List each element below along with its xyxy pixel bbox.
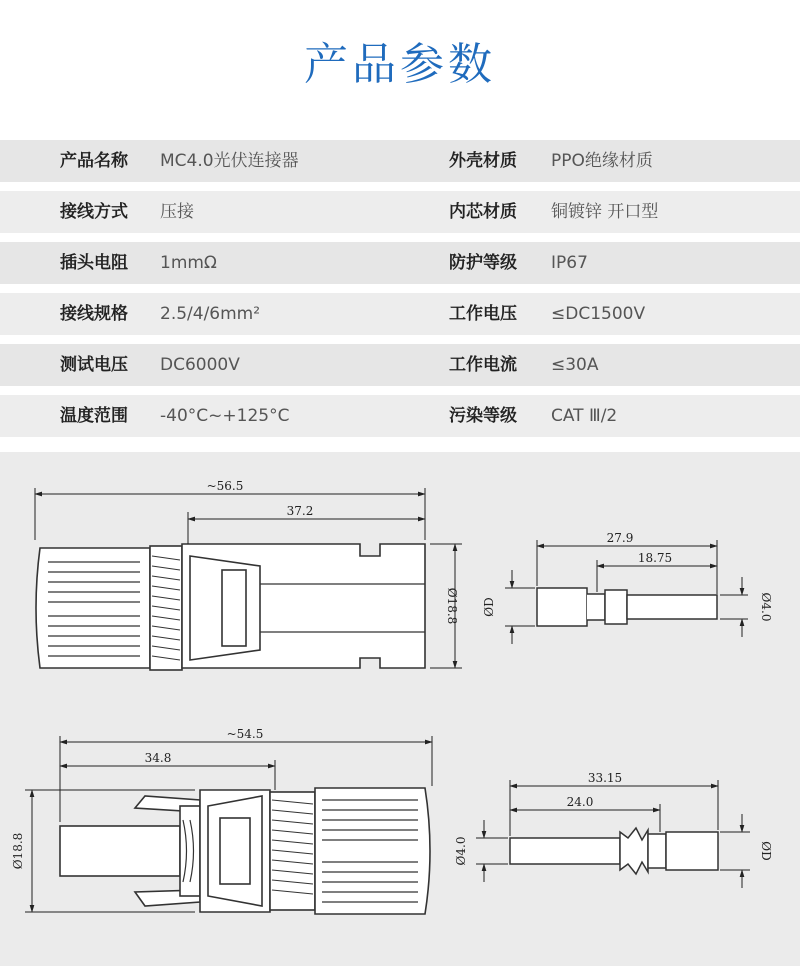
spec-row <box>0 344 800 386</box>
spec-label: 工作电压 <box>449 304 517 324</box>
spec-value: ≤DC1500V <box>551 304 646 324</box>
female-pin-tip-length: 18.75 <box>637 551 673 565</box>
female-pin-drawing <box>537 588 717 626</box>
male-pin-body-length: 24.0 <box>566 795 594 809</box>
spec-label: 内芯材质 <box>449 202 517 222</box>
spec-label: 接线规格 <box>60 304 128 324</box>
male-front-length: 34.8 <box>144 751 172 765</box>
female-body-length: 37.2 <box>286 504 314 518</box>
spec-label: 污染等级 <box>449 406 517 426</box>
spec-value: PPO绝缘材质 <box>551 151 653 171</box>
spec-value: 2.5/4/6mm² <box>160 304 261 324</box>
female-diameter: Ø18.8 <box>445 587 459 625</box>
spec-label: 防护等级 <box>449 253 517 273</box>
spec-row <box>0 140 800 182</box>
male-pin-length: 33.15 <box>587 771 623 785</box>
male-pin-d-label: ØD <box>759 841 773 861</box>
spec-table <box>0 140 800 446</box>
drawing-svg <box>0 452 800 966</box>
spec-label: 工作电流 <box>449 355 517 375</box>
spec-value: -40°C~+125°C <box>160 406 290 426</box>
male-pin-drawing <box>510 828 718 874</box>
male-pin-diameter: Ø4.0 <box>454 836 468 866</box>
female-pin-length: 27.9 <box>606 531 634 545</box>
spec-value: IP67 <box>551 253 588 273</box>
female-connector-drawing <box>36 544 425 670</box>
spec-value: ≤30A <box>551 355 599 375</box>
spec-label: 温度范围 <box>60 406 128 426</box>
spec-row <box>0 242 800 284</box>
page-title: 产品参数 <box>304 39 496 90</box>
spec-row <box>0 395 800 437</box>
spec-value: 压接 <box>160 202 194 222</box>
spec-label: 产品名称 <box>60 151 128 171</box>
male-connector-drawing <box>60 788 430 914</box>
technical-drawing <box>0 452 800 966</box>
spec-label: 接线方式 <box>60 202 128 222</box>
spec-row <box>0 293 800 335</box>
spec-label: 外壳材质 <box>449 151 517 171</box>
spec-value: DC6000V <box>160 355 240 375</box>
spec-value: CAT Ⅲ/2 <box>551 406 618 426</box>
spec-value: 铜镀锌 开口型 <box>551 202 659 222</box>
male-overall-length: ~54.5 <box>226 727 264 741</box>
female-overall-length: ~56.5 <box>206 479 244 493</box>
female-pin-diameter: Ø4.0 <box>759 592 773 622</box>
spec-label: 插头电阻 <box>60 253 128 273</box>
spec-row <box>0 191 800 233</box>
spec-label: 测试电压 <box>60 355 128 375</box>
spec-value: 1mmΩ <box>160 253 217 273</box>
female-pin-d-label: ØD <box>482 597 496 617</box>
male-diameter: Ø18.8 <box>11 832 25 870</box>
spec-value: MC4.0光伏连接器 <box>160 151 299 171</box>
